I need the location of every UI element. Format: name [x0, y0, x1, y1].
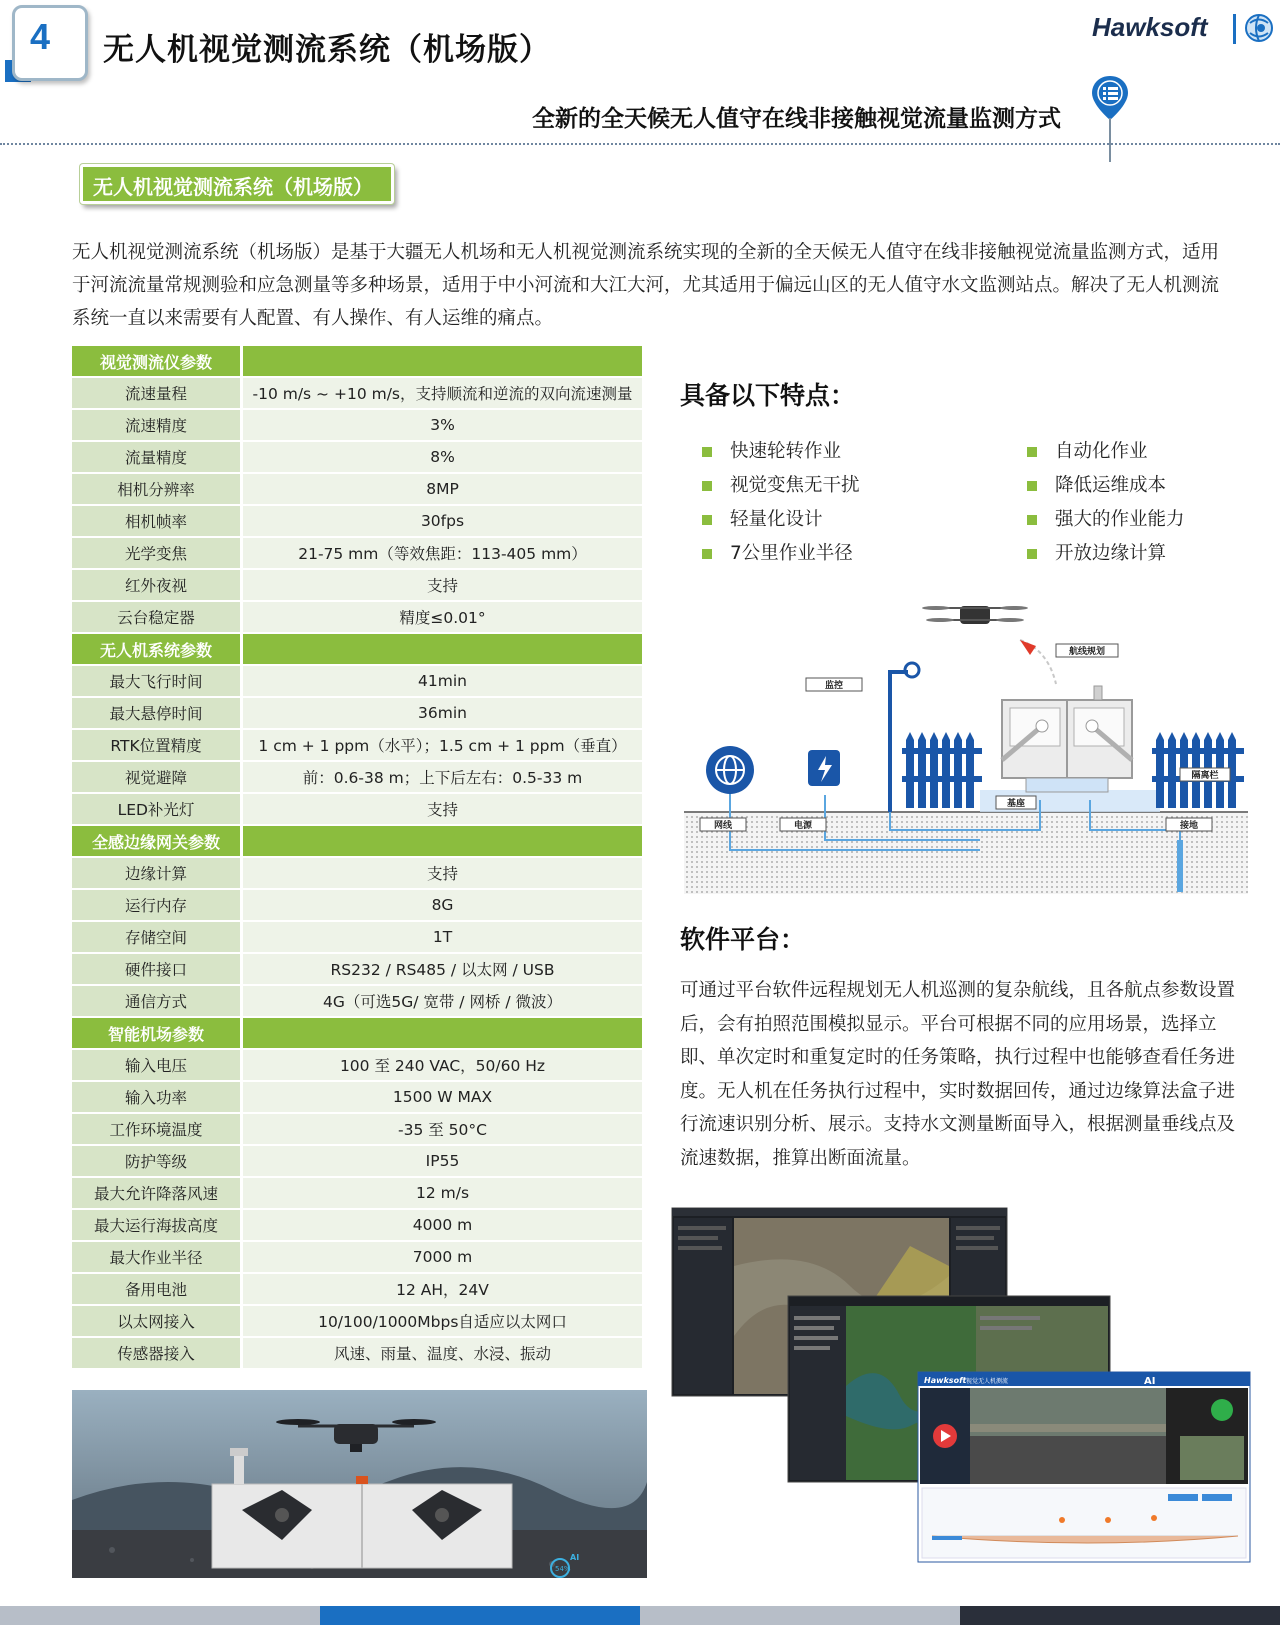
feature-item: 7公里作业半径 — [700, 537, 860, 571]
spec-row — [72, 441, 642, 473]
spec-key: 流速量程 — [72, 377, 242, 409]
bullet-square-icon — [702, 549, 712, 559]
spec-section-title: 视觉测流仪参数 — [72, 346, 242, 377]
spec-key: 防护等级 — [72, 1145, 242, 1177]
spec-value: 前：0.6-38 m；上下后左右：0.5-33 m — [242, 761, 643, 793]
bullet-square-icon — [1027, 447, 1037, 457]
brand-separator — [1233, 14, 1236, 44]
spec-key: 通信方式 — [72, 985, 242, 1017]
app-brand: Hawksoft — [924, 1376, 967, 1385]
spec-row — [72, 665, 642, 697]
spec-value: 精度≤0.01° — [242, 601, 643, 633]
spec-value: 8MP — [242, 473, 643, 505]
spec-section-header — [72, 633, 642, 665]
spec-key: 传感器接入 — [72, 1337, 242, 1369]
label-ground: 接地 — [1179, 821, 1199, 831]
spec-section-title: 全感边缘网关参数 — [72, 825, 242, 857]
spec-section-title: 智能机场参数 — [72, 1017, 242, 1049]
label-network: 网线 — [713, 821, 733, 831]
spec-value: 支持 — [242, 793, 643, 825]
feature-item: 强大的作业能力 — [1025, 503, 1185, 537]
feature-item: 轻量化设计 — [700, 503, 860, 537]
spec-key: LED补光灯 — [72, 793, 242, 825]
photo-battery-readout: 54% — [555, 1565, 571, 1573]
spec-key: RTK位置精度 — [72, 729, 242, 761]
spec-row — [72, 1145, 642, 1177]
photo-ai-label: AI — [570, 1553, 580, 1562]
spec-value: 7000 m — [242, 1241, 643, 1273]
footer-strip-4 — [960, 1606, 1280, 1625]
spec-row — [72, 1209, 642, 1241]
feature-item: 开放边缘计算 — [1025, 537, 1185, 571]
spec-row — [72, 921, 642, 953]
features-list-right — [1025, 435, 1185, 571]
spec-value: 12 m/s — [242, 1177, 643, 1209]
spec-section-header — [72, 825, 642, 857]
bullet-square-icon — [702, 515, 712, 525]
spec-key: 最大飞行时间 — [72, 665, 242, 697]
spec-value: IP55 — [242, 1145, 643, 1177]
spec-key: 输入电压 — [72, 1049, 242, 1081]
spec-value: 4G（可选5G/ 宽带 / 网桥 / 微波） — [242, 985, 643, 1017]
spec-section-header — [72, 1017, 642, 1049]
spec-key: 流量精度 — [72, 441, 242, 473]
spec-key: 相机分辨率 — [72, 473, 242, 505]
section-badge: 无人机视觉测流系统（机场版） — [80, 164, 394, 204]
spec-value: 12 AH，24V — [242, 1273, 643, 1305]
spec-key: 边缘计算 — [72, 857, 242, 889]
label-monitor: 监控 — [824, 681, 844, 691]
spec-key: 最大允许降落风速 — [72, 1177, 242, 1209]
spec-row — [72, 761, 642, 793]
spec-row — [72, 601, 642, 633]
label-power: 电源 — [793, 821, 813, 831]
spec-value: 10/100/1000Mbps自适应以太网口 — [242, 1305, 643, 1337]
drone-icon — [922, 606, 1028, 624]
ai-badge: AI — [1144, 1376, 1156, 1387]
spec-value: 1500 W MAX — [242, 1081, 643, 1113]
spec-key: 最大作业半径 — [72, 1241, 242, 1273]
bullet-square-icon — [1027, 549, 1037, 559]
spec-section-title: 无人机系统参数 — [72, 633, 242, 665]
spec-value — [242, 825, 643, 857]
spec-value — [242, 1017, 643, 1049]
label-fence: 隔离栏 — [1191, 771, 1219, 781]
spec-value: 100 至 240 VAC，50/60 Hz — [242, 1049, 643, 1081]
spec-value: 1T — [242, 921, 643, 953]
spec-key: 最大运行海拔高度 — [72, 1209, 242, 1241]
screenshot-flow-monitor — [918, 1372, 1250, 1562]
bullet-square-icon — [702, 447, 712, 457]
page-subtitle: 全新的全天候无人值守在线非接触视觉流量监测方式 — [532, 106, 1061, 132]
bullet-square-icon — [1027, 481, 1037, 491]
spec-key: 最大悬停时间 — [72, 697, 242, 729]
dock-photo — [72, 1390, 647, 1578]
spec-key: 存储空间 — [72, 921, 242, 953]
spec-row — [72, 1273, 642, 1305]
software-paragraph: 可通过平台软件远程规划无人机巡测的复杂航线，且各航点参数设置后，会有拍照范围模拟显示。平台可根据不同的应用场景，选择立即、单次定时和重复定时的任务策略，执行过程中也能够查看任务进度。无人机在任务执行过程中，实时数据回传，通过边缘算法盒子进行流速识别分析、展示。支持水文测量断面导入，根据测量垂线点及流速数据，推算出断面流量。 — [680, 980, 1236, 1169]
spec-value: 8G — [242, 889, 643, 921]
features-list-left — [700, 435, 860, 571]
spec-key: 红外夜视 — [72, 569, 242, 601]
spec-value: 1 cm + 1 ppm（水平）；1.5 cm + 1 ppm（垂直） — [242, 729, 643, 761]
spec-key: 备用电池 — [72, 1273, 242, 1305]
spec-key: 流速精度 — [72, 409, 242, 441]
feature-item: 降低运维成本 — [1025, 469, 1185, 503]
spec-row — [72, 409, 642, 441]
spec-value — [242, 633, 643, 665]
fence-left — [902, 732, 982, 808]
spec-value: 41min — [242, 665, 643, 697]
spec-row — [72, 1049, 642, 1081]
spec-key: 运行内存 — [72, 889, 242, 921]
spec-key: 光学变焦 — [72, 537, 242, 569]
spec-row — [72, 889, 642, 921]
spec-value: 风速、雨量、温度、水浸、振动 — [242, 1337, 643, 1369]
app-title: 视觉无人机测流 — [966, 1378, 1009, 1385]
brand-logo-text: Hawksoft — [1092, 12, 1208, 42]
spec-row — [72, 729, 642, 761]
page-title: 无人机视觉测流系统（机场版） — [103, 32, 551, 68]
spec-value: 支持 — [242, 857, 643, 889]
spec-value: 3% — [242, 409, 643, 441]
intro-paragraph: 无人机视觉测流系统（机场版）是基于大疆无人机场和无人机视觉测流系统实现的全新的全天候无人值守在线非接触视觉流量监测方式，适用于河流流量常规测验和应急测量等多种场景，适用于中小河流和大江大河，尤其适用于偏远山区的无人值守水文监测站点。解决了无人机测流系统一直以来需要有人配置、有人操作、有人运维的痛点。 — [72, 242, 1220, 329]
spec-key: 硬件接口 — [72, 953, 242, 985]
spec-value: 支持 — [242, 569, 643, 601]
spec-row — [72, 793, 642, 825]
spec-value: 30fps — [242, 505, 643, 537]
spec-value: -35 至 50°C — [242, 1113, 643, 1145]
footer-strip-2 — [320, 1606, 640, 1625]
spec-row — [72, 473, 642, 505]
label-base: 基座 — [1006, 799, 1026, 809]
bullet-square-icon — [702, 481, 712, 491]
spec-key: 相机帧率 — [72, 505, 242, 537]
spec-key: 以太网接入 — [72, 1305, 242, 1337]
features-title: 具备以下特点： — [680, 381, 856, 410]
route-arrow-icon — [1020, 640, 1036, 655]
header-divider — [0, 143, 1280, 145]
spec-section-header — [72, 346, 642, 377]
spec-value: RS232 / RS485 / 以太网 / USB — [242, 953, 643, 985]
ground-soil — [684, 812, 1248, 894]
feature-item: 视觉变焦无干扰 — [700, 469, 860, 503]
spec-value: 8% — [242, 441, 643, 473]
spec-row — [72, 697, 642, 729]
feature-item: 自动化作业 — [1025, 435, 1185, 469]
spec-value: -10 m/s ~ +10 m/s，支持顺流和逆流的双向流速测量 — [242, 377, 643, 409]
spec-row — [72, 1241, 642, 1273]
bullet-square-icon — [1027, 515, 1037, 525]
installation-diagram — [680, 600, 1252, 900]
monitor-pole — [888, 670, 892, 812]
spec-value: 36min — [242, 697, 643, 729]
spec-value — [242, 346, 643, 377]
spec-key: 工作环境温度 — [72, 1113, 242, 1145]
spec-row — [72, 377, 642, 409]
feature-item: 快速轮转作业 — [700, 435, 860, 469]
spec-row — [72, 985, 642, 1017]
spec-value: 21-75 mm（等效焦距：113-405 mm） — [242, 537, 643, 569]
spec-row — [72, 569, 642, 601]
label-route: 航线规划 — [1068, 647, 1106, 657]
footer-strip-1 — [0, 1606, 320, 1625]
footer-strip-3 — [640, 1606, 960, 1625]
spec-row — [72, 857, 642, 889]
spec-key: 视觉避障 — [72, 761, 242, 793]
location-pin-icon — [1090, 74, 1130, 122]
pin-stem — [1109, 118, 1111, 162]
spec-row — [72, 953, 642, 985]
spec-table — [72, 346, 642, 1370]
spec-row — [72, 1337, 642, 1369]
spec-row — [72, 1113, 642, 1145]
spec-row — [72, 505, 642, 537]
spec-value: 4000 m — [242, 1209, 643, 1241]
brand-globe-icon — [1244, 10, 1274, 46]
spec-key: 输入功率 — [72, 1081, 242, 1113]
software-screenshots — [670, 1206, 1260, 1566]
spec-row — [72, 1081, 642, 1113]
spec-row — [72, 1177, 642, 1209]
page-number: 4 — [30, 16, 51, 57]
spec-row — [72, 537, 642, 569]
spec-key: 云台稳定器 — [72, 601, 242, 633]
software-title: 软件平台： — [680, 925, 806, 954]
dock-station — [1002, 686, 1132, 792]
spec-row — [72, 1305, 642, 1337]
